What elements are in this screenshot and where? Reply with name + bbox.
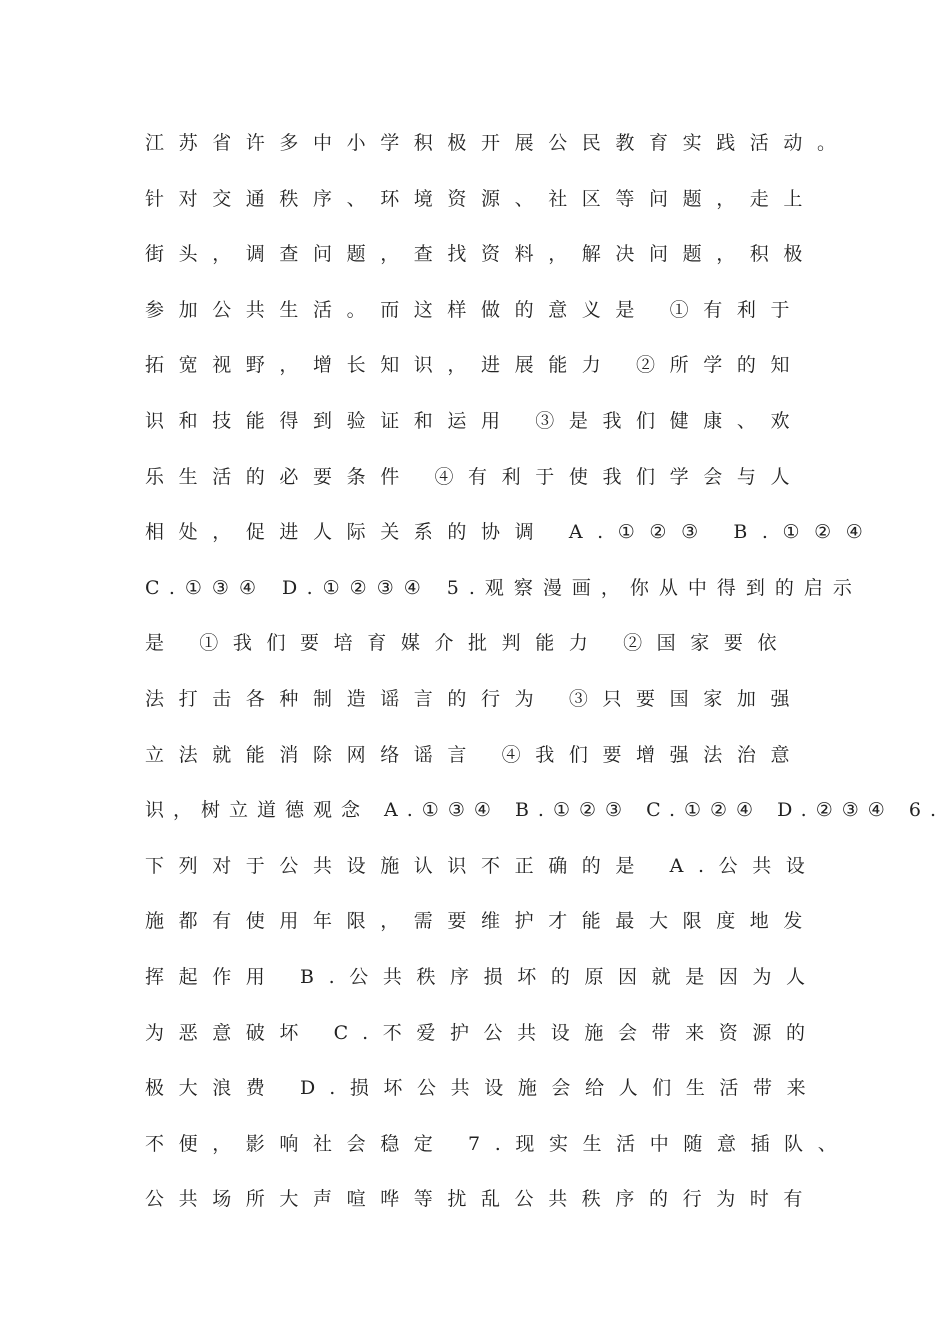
text-line: 极大浪费 D.损坏公共设施会给人们生活带来 <box>145 1077 821 1100</box>
text-line: 挥起作用 B.公共秩序损坏的原因就是因为人 <box>145 965 820 988</box>
text-line: 针对交通秩序、环境资源、社区等问题，走上 <box>145 187 818 210</box>
text-line: 为恶意破坏 C.不爱护公共设施会带来资源的 <box>145 1021 820 1044</box>
text-line: 施都有使用年限，需要维护才能最大限度地发 <box>145 910 818 933</box>
text-line: 街头，调查问题，查找资料，解决问题，积极 <box>145 243 818 266</box>
text-line: 拓宽视野，增长知识，进展能力 ②所学的知 <box>145 354 805 377</box>
text-line: 立法就能消除网络谣言 ④我们要增强法治意 <box>145 743 805 766</box>
text-line: 公共场所大声喧哗等扰乱公共秩序的行为时有 <box>145 1188 818 1211</box>
text-line: 相处，促进人际关系的协调 A.①②③ B.①②④ <box>145 521 878 544</box>
text-line: 法打击各种制造谣言的行为 ③只要国家加强 <box>145 687 805 710</box>
body-text <box>145 116 945 1228</box>
text-line: 参加公共生活。而这样做的意义是 ①有利于 <box>145 298 805 321</box>
text-line: 是 ①我们要培育媒介批判能力 ②国家要依 <box>145 632 792 655</box>
text-line: 不便，影响社会稳定 7.现实生活中随意插队、 <box>145 1132 852 1155</box>
text-line: C.①③④ D.①②③④ 5.观察漫画，你从中得到的启示 <box>145 576 862 599</box>
text-line: 识，树立道德观念 A.①③④ B.①②③ C.①②④ D.②③④ 6. <box>145 799 945 822</box>
text-line: 下列对于公共设施认识不正确的是 A.公共设 <box>145 854 820 877</box>
text-line: 江苏省许多中小学积极开展公民教育实践活动。 <box>145 132 851 154</box>
text-line: 乐生活的必要条件 ④有利于使我们学会与人 <box>145 465 805 488</box>
text-line: 识和技能得到验证和运用 ③是我们健康、欢 <box>145 409 805 432</box>
